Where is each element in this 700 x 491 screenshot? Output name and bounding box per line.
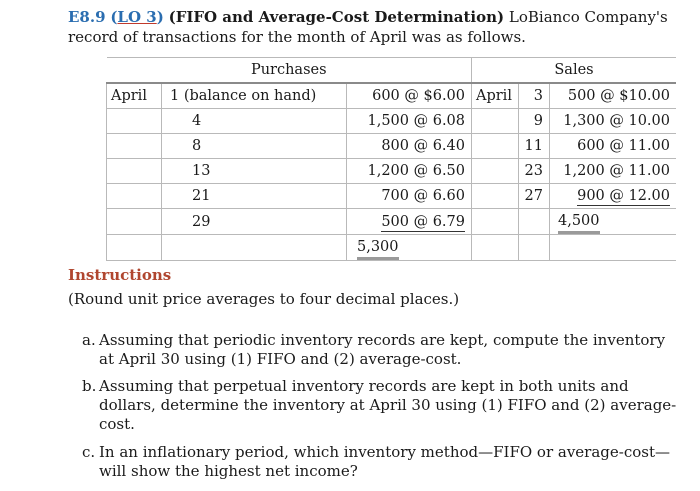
purchase-day: 1 (balance on hand) — [162, 83, 347, 109]
transactions-table — [106, 57, 676, 261]
instruction-item-b — [82, 377, 682, 434]
purchase-day: 4 — [162, 109, 347, 134]
sale-day — [519, 235, 550, 261]
item-label: b. — [82, 377, 97, 395]
sale-amount: 1,200 @ 11.00 — [550, 159, 677, 184]
sale-month: April — [472, 83, 519, 109]
instruction-item-c — [82, 443, 682, 481]
purchase-day: 8 — [162, 134, 347, 159]
table-header-row — [107, 58, 677, 84]
table-row — [107, 159, 677, 184]
exercise-number: E8.9 — [68, 8, 106, 26]
table-row — [107, 184, 677, 209]
purchase-day — [162, 235, 347, 261]
purchase-amount: 700 @ 6.60 — [347, 184, 472, 209]
purchase-month — [107, 159, 162, 184]
table-row — [107, 109, 677, 134]
item-label: c. — [82, 443, 96, 461]
purchases-total: 5,300 — [347, 235, 472, 261]
instruction-item-a — [82, 331, 682, 369]
sales-header: Sales — [472, 58, 677, 84]
table-row — [107, 235, 677, 261]
sale-amount: 600 @ 11.00 — [550, 134, 677, 159]
sale-month — [472, 209, 519, 235]
sale-amount: 900 @ 12.00 — [550, 184, 677, 209]
table-row — [107, 209, 677, 235]
item-text: Assuming that periodic inventory records are kept, compute the inventory at April 30 using (1) FIFO and (2) average-cost. — [99, 331, 666, 368]
purchase-month — [107, 235, 162, 261]
item-text: In an inflationary period, which inventory method—FIFO or average-cost—will show the highest net income? — [99, 443, 670, 480]
sales-total: 4,500 — [550, 209, 677, 235]
instructions-note: (Round unit price averages to four decimal places.) — [68, 290, 460, 308]
sale-month — [472, 184, 519, 209]
purchase-amount: 800 @ 6.40 — [347, 134, 472, 159]
sale-month — [472, 109, 519, 134]
purchase-month: April — [107, 83, 162, 109]
exercise-intro: LoBianco Company's record of transactions for the month of April was as follows. — [68, 8, 668, 46]
purchase-amount: 1,500 @ 6.08 — [347, 109, 472, 134]
table-row — [107, 83, 677, 109]
exercise-heading: (FIFO and Average-Cost Determination) — [168, 8, 505, 26]
sale-month — [472, 235, 519, 261]
purchase-month — [107, 109, 162, 134]
purchase-amount: 600 @ $6.00 — [347, 83, 472, 109]
instructions-heading: Instructions — [68, 266, 172, 284]
purchase-month — [107, 184, 162, 209]
sale-day: 11 — [519, 134, 550, 159]
purchase-day: 29 — [162, 209, 347, 235]
sale-day — [519, 209, 550, 235]
table-row — [107, 134, 677, 159]
learning-objective-link[interactable]: LO 3 — [117, 8, 157, 26]
purchase-day: 13 — [162, 159, 347, 184]
purchase-amount: 500 @ 6.79 — [347, 209, 472, 235]
purchase-amount: 1,200 @ 6.50 — [347, 159, 472, 184]
sale-month — [472, 159, 519, 184]
sale-amount: 1,300 @ 10.00 — [550, 109, 677, 134]
purchases-header: Purchases — [107, 58, 472, 84]
sale-day: 27 — [519, 184, 550, 209]
sale-amount: 500 @ $10.00 — [550, 83, 677, 109]
exercise-header: E8.9 (LO 3) (FIFO and Average-Cost Determination) LoBianco Company's record of transactions for the month of April was as follows. — [68, 8, 668, 46]
item-text: Assuming that perpetual inventory records are kept in both units and dollars, determine the inventory at April 30 using (1) FIFO and (2) average-cost. — [99, 377, 677, 433]
purchase-month — [107, 134, 162, 159]
purchase-day: 21 — [162, 184, 347, 209]
item-label: a. — [82, 331, 96, 349]
sale-day: 3 — [519, 83, 550, 109]
sale-amount — [550, 235, 677, 261]
sale-day: 9 — [519, 109, 550, 134]
sale-month — [472, 134, 519, 159]
sale-day: 23 — [519, 159, 550, 184]
purchase-month — [107, 209, 162, 235]
